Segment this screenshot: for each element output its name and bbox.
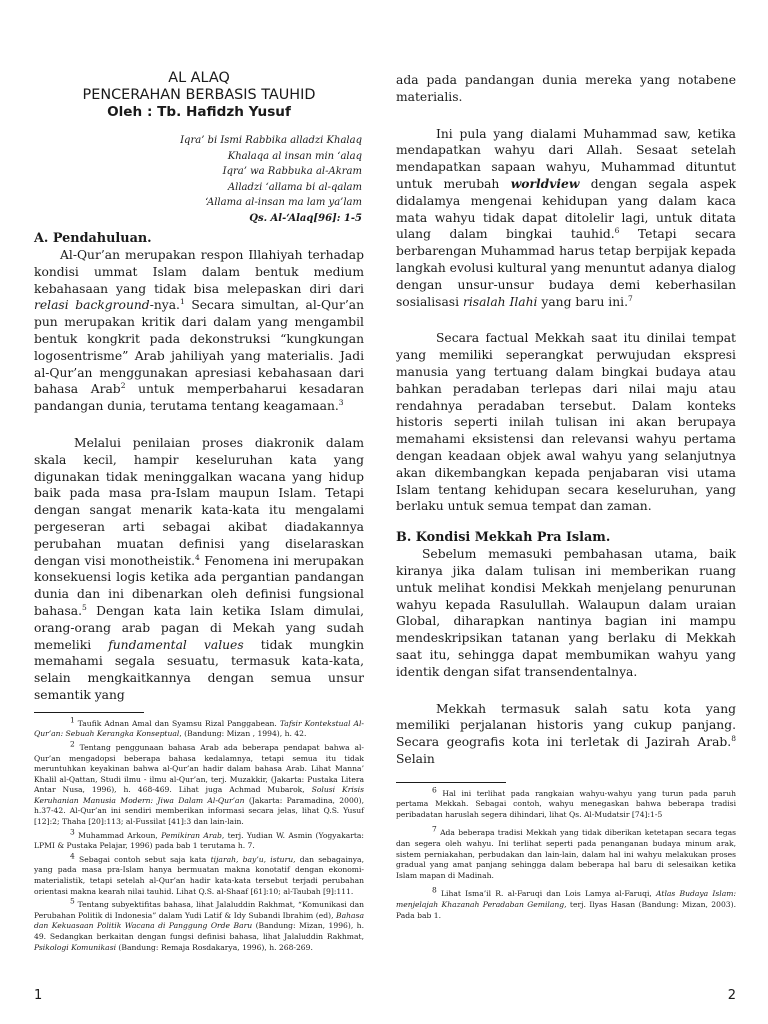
title-line-2: PENCERAHAN BERBASIS TAUHID — [82, 87, 316, 103]
right-paragraph-3: Ini pula yang dialami Muhammad saw, ketika mendapatkan wahyu dari Allah. Sesaat setelah mendapatkan sapaan wahyu, Muhammad dituntut untuk merubah worldview dengan segala aspek didalamya mengenai kehidupan yang dalam kaca mata wahyu tidak dapat ditolelir lagi, untuk ditata ulang dalam bingkai tauhid.$^6$ Tetapi secara berbarengan Muhammad harus tetap berpijak kepada langkah evolusi kultural yang menuntut adanya dialog dengan unsur-unsur budaya demi keberhasilan sosialisasi risalah Ilahi yang baru ini.$^7$ — [396, 126, 736, 309]
page-number-left: 1 — [34, 988, 43, 1003]
verse-line: Iqra’ bi Ismi Rabbika alladzi Khalaq — [180, 135, 362, 146]
author-line: Oleh : Tb. Hafidzh Yusuf — [107, 104, 291, 120]
verse-line: Iqra’ wa Rabbuka al-Akram — [222, 166, 362, 177]
page-number-right: 2 — [727, 988, 736, 1003]
footnote-1: $^1$ Taufik Adnan Amal dan Syamsu Rizal Panggabean. Tafsir Kontekstual Al-Qur’an: Sebuah Kerangka Konseptual, (Bandung: Mizan , 1994), h. 42. — [34, 715, 364, 739]
section-b-heading: B. Kondisi Mekkah Pra Islam. — [396, 530, 611, 546]
verse-reference: Qs. Al-‘Alaq[96]: 1-5 — [249, 212, 362, 224]
epigraph-verse — [34, 133, 362, 226]
footnote-2: $^2$ Tentang penggunaan bahasa Arab ada beberapa pendapat bahwa al-Qur’an mengadopsi beberapa bahasa kedalamnya, tetapi semua itu tidak meruntuhkan keyakinan bahwa al-Qur’an hadir dalam bahasa Arab. Lihat Manna’ Khalil al-Qattan, Studi ilmu - ilmu al-Qur’an, terj. Muzakkir, (Jakarta: Pustaka Litera Antar Nusa, 1996), h. 468-469. Lihat juga Achmad Mubarok, Solusi Krisis Keruhanian Manusia Modern: Jiwa Dalam Al-Qur’an (Jakarta: Paramadina, 2000), h.37-42. Al-Qur’an ini sendiri memberikan informasi secara jelas, lihat Q.S. Yusuf [12]:2; Thaha [20]:113; al-Fussilat [41]:3 dan lain-lain. — [34, 739, 364, 827]
left-footnotes — [34, 715, 365, 953]
right-paragraph-4: Secara factual Mekkah saat itu dinilai tempat yang memiliki seperangkat perwujudan ekspresi manusia yang tertuang dalam bingkai budaya atau bahkan peradaban terlepas dari nilai maju atau rendahnya peradaban tersebut. Dalam konteks historis seperti inilah tulisan ini akan berupaya memahami eksistensi dan relevansi wahyu pertama dengan keadaan objek awal wahyu yang selanjutnya akan dikembangkan kepada penjabaran visi utama Islam tentang kehidupan secara keseluruhan, yang berlaku untuk semua tempat dan zaman. — [396, 331, 736, 514]
footnote-5: $^5$ Tentang subyektifitas bahasa, lihat Jalaluddin Rakhmat, “Komunikasi dan Perubahan Politik di Indonesia” dalam Yudi Latif & Idy Subandi Ibrahim (ed), Bahasa dan Kekuasaan Politik Wacana di Panggung Orde Baru (Bandung: Mizan, 1996), h. 49. Sedangkan berkaitan dengan fungsi definisi bahasa, lihat Jalaluddin Rakhmat, Psikologi Komunikasi (Bandung: Remaja Rosdakarya, 1996), h. 268-269. — [34, 896, 364, 952]
footnote-ref[interactable]: 6 — [614, 226, 620, 236]
footnote-ref[interactable]: 2 — [120, 381, 126, 391]
footnote-ref[interactable]: 1 — [179, 297, 185, 307]
section-b-paragraph-2: Mekkah termasuk salah satu kota yang memiliki perjalanan historis yang cukup panjang. Secara geografis kota ini terletak di Jazirah Arab.$^8$ Selain — [396, 701, 736, 766]
footnote-ref[interactable]: 7 — [627, 293, 633, 303]
right-footnotes — [396, 785, 737, 922]
continued-paragraph: ada pada pandangan dunia mereka yang notabene materialis. — [396, 73, 736, 104]
section-b-paragraph-1: Sebelum memasuki pembahasan utama, baik kiranya jika dalam tulisan ini memberikan ruang untuk melihat kondisi Mekkah menjelang penurunan wahyu kepada Rasulullah. Walaupun dalam uraian Global, diharapkan nantinya bagian ini mampu mendeskripsikan tatanan yang berlaku di Mekkah saat itu, sehingga dapat membumikan wahyu yang identik dengan sifat transendentalnya. — [396, 547, 736, 679]
section-a-paragraph-1: Al-Qur’an merupakan respon Illahiyah terhadap kondisi ummat Islam dalam bentuk medium kebahasaan yang tidak bisa melepaskan diri dari relasi background-nya.$^1$ Secara simultan, al-Qur’an pun merupakan kritik dari dalam yang mengambil bentuk kongkrit pada dekonstruksi “kungkungan logosentrisme” Arab jahiliyah yang materialis. Jadi al-Qur’an menggunakan apresiasi kebahasaan dari bahasa Arab$^2$ untuk memperbaharui kesadaran pandangan dunia, terutama tentang keagamaan.$^3$ — [34, 248, 365, 414]
title-line-1: AL ALAQ — [168, 70, 230, 86]
right-page — [384, 0, 768, 1024]
footnote-8: $^8$ Lihat Isma’il R. al-Faruqi dan Lois Lamya al-Faruqi, Atlas Budaya Islam: menjelajah Khazanah Peradaban Gemilang, terj. Ilyas Hasan (Bandung: Mizan, 2003). Pada bab 1. — [396, 885, 737, 920]
verse-line: ‘Allama al-insan ma lam ya’lam — [205, 197, 362, 208]
footnote-ref[interactable]: 3 — [338, 398, 344, 408]
footnote-4: $^4$ Sebagai contoh sebut saja kata tijarah, bay’u, isturu, dan sebagainya, yang pada masa pra-Islam hanya bermuatan makna konotatif dengan ekonomi-materialistik, tetapi setelah al-Qur’an hadir kata-kata tersebut terjadi perubahan orientasi makna kearah nilai tauhid. Lihat Q.S. al-Shaaf [61]:10; al-Taubah [9]:111. — [34, 851, 365, 896]
section-a-heading: A. Pendahuluan. — [34, 231, 152, 246]
verse-line: Khalaqa al insan min ‘alaq — [227, 150, 362, 162]
footnote-ref[interactable]: 4 — [195, 552, 200, 562]
footnote-7: $^7$ Ada beberapa tradisi Mekkah yang tidak diberikan ketetapan secara tegas dan segera oleh wahyu. Ini terlihat seperti pada penanganan budaya minum arak, sistem perniakahan, perbudakan dan lain-lain, dalam hal ini wahyu melakukan proses gradual yang amat panjang sehingga dalam beberapa hal baru di selesaikan ketika Islam mapan di Madinah. — [396, 824, 736, 880]
section-a-paragraph-2: Melalui penilaian proses diakronik dalam skala kecil, hampir keseluruhan kata yang digunakan tidak meninggalkan wacana yang hidup baik pada masa pra-Islam maupun Islam. Tetapi dengan sangat menarik kata-kata itu mengalami pergeseran arti sebagai akibat diadakannya perubahan muatan definisi yang diselaraskan dengan visi monotheistik.$^4$ Fenomena ini merupakan konsekuensi logis ketika ada pergantian pandangan dunia dan ini dibenarkan oleh definisi fungsional bahasa.$^5$ Dengan kata lain ketika Islam dimulai, orang-orang arab pagan di Mekah yang sudah memeliki fundamental values tidak mungkin memahami segala sesuatu, termasuk kata-kata, selain mengkaitkannya dengan semua unsur semantik yang — [34, 435, 364, 702]
footnote-divider — [396, 782, 506, 783]
footnote-ref[interactable]: 5 — [82, 602, 87, 612]
footnote-3: $^3$ Muhammad Arkoun, Pemikiran Arab, terj. Yudian W. Asmin (Yogyakarta: LPMI & Pustaka Pelajar, 1996) pada bab 1 terutama h. 7. — [34, 827, 364, 851]
footnote-divider — [34, 712, 144, 713]
verse-line: Alladzi ‘allama bi al-qalam — [227, 181, 362, 193]
footnote-ref[interactable]: 8 — [731, 734, 736, 743]
footnote-6: $^6$ Hal ini terlihat pada rangkaian wahyu-wahyu yang turun pada paruh pertama Mekkah. Sebagai contoh, wahyu menegaskan bahwa beberapa tradisi peribadatan haruslah segera dihindari, lihat Qs. Al-Mudatsir [74]:1-5 — [396, 785, 736, 819]
